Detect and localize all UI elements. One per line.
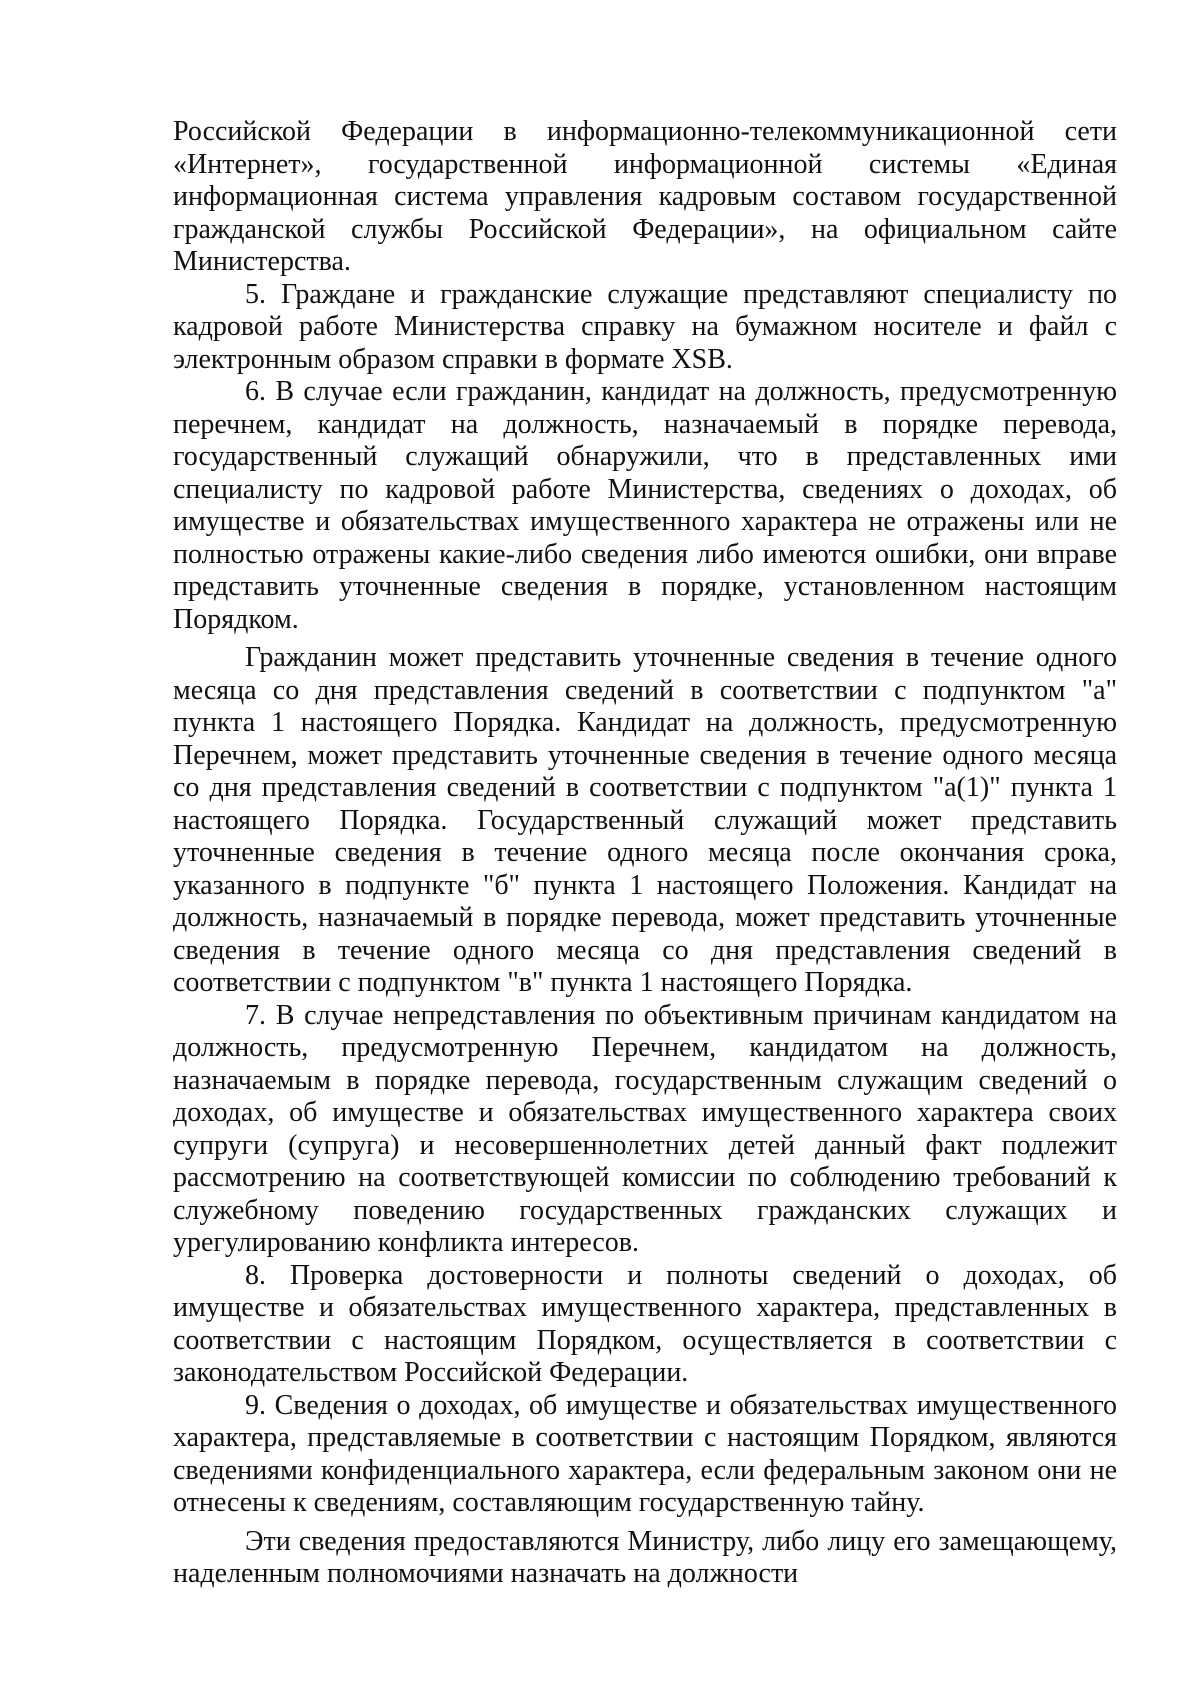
paragraph-8: 8. Проверка достоверности и полноты сведений о доходах, об имуществе и обязательствах имущественного характера, представленных в соответствии с настоящим Порядком, осуществляется в соответствии с законодательством Российской Федерации. — [173, 1259, 1117, 1388]
paragraph-7: 7. В случае непредставления по объективным причинам кандидатом на должность, предусмотренную Перечнем, кандидатом на должность, назначаемым в порядке перевода, государственным служащим сведений о доходах, об имуществе и обязательствах имущественного характера своих супруги (супруга) и несовершеннолетних детей данный факт подлежит рассмотрению на соответствующей комиссии по соблюдению требований к служебному поведению государственных гражданских служащих и урегулированию конфликта интересов. — [173, 999, 1117, 1258]
paragraph-5: 5. Граждане и гражданские служащие представляют специалисту по кадровой работе Министерства справку на бумажном носителе и файл с электронным образом справки в формате XSB. — [173, 278, 1117, 375]
paragraph-6: 6. В случае если гражданин, кандидат на должность, предусмотренную перечнем, кандидат на должность, назначаемый в порядке перевода, государственный служащий обнаружили, что в представленных ими специалисту по кадровой работе Министерства, сведениях о доходах, об имуществе и обязательствах имущественного характера не отражены или не полностью отражены какие-либо сведения либо имеются ошибки, они вправе представить уточненные сведения в порядке, установленном настоящим Порядком. — [173, 376, 1117, 635]
paragraph-continuation: Российской Федерации в информационно-телекоммуникационной сети «Интернет», государственной информационной системы «Единая информационная система управления кадровым составом государственной гражданской службы Российской Федерации», на официальном сайте Министерства. — [173, 116, 1117, 277]
paragraph-9-continued: Эти сведения предоставляются Министру, либо лицу его замещающему, наделенным полномочиями назначать на должности — [173, 1525, 1117, 1589]
paragraph-9: 9. Сведения о доходах, об имуществе и обязательствах имущественного характера, представляемые в соответствии с настоящим Порядком, являются сведениями конфиденциального характера, если федеральным законом они не отнесены к сведениям, составляющим государственную тайну. — [173, 1389, 1117, 1518]
paragraph-6-continued: Гражданин может представить уточненные сведения в течение одного месяца со дня представления сведений в соответствии с подпунктом "а" пункта 1 настоящего Порядка. Кандидат на должность, предусмотренную Перечнем, может представить уточненные сведения в течение одного месяца со дня представления сведений в соответствии с подпунктом "а(1)" пункта 1 настоящего Порядка. Государственный служащий может представить уточненные сведения в течение одного месяца после окончания срока, указанного в подпункте "б" пункта 1 настоящего Положения. Кандидат на должность, назначаемый в порядке перевода, может представить уточненные сведения в течение одного месяца со дня представления сведений в соответствии с подпунктом "в" пункта 1 настоящего Порядка. — [173, 642, 1117, 998]
document-body — [173, 116, 1117, 1591]
